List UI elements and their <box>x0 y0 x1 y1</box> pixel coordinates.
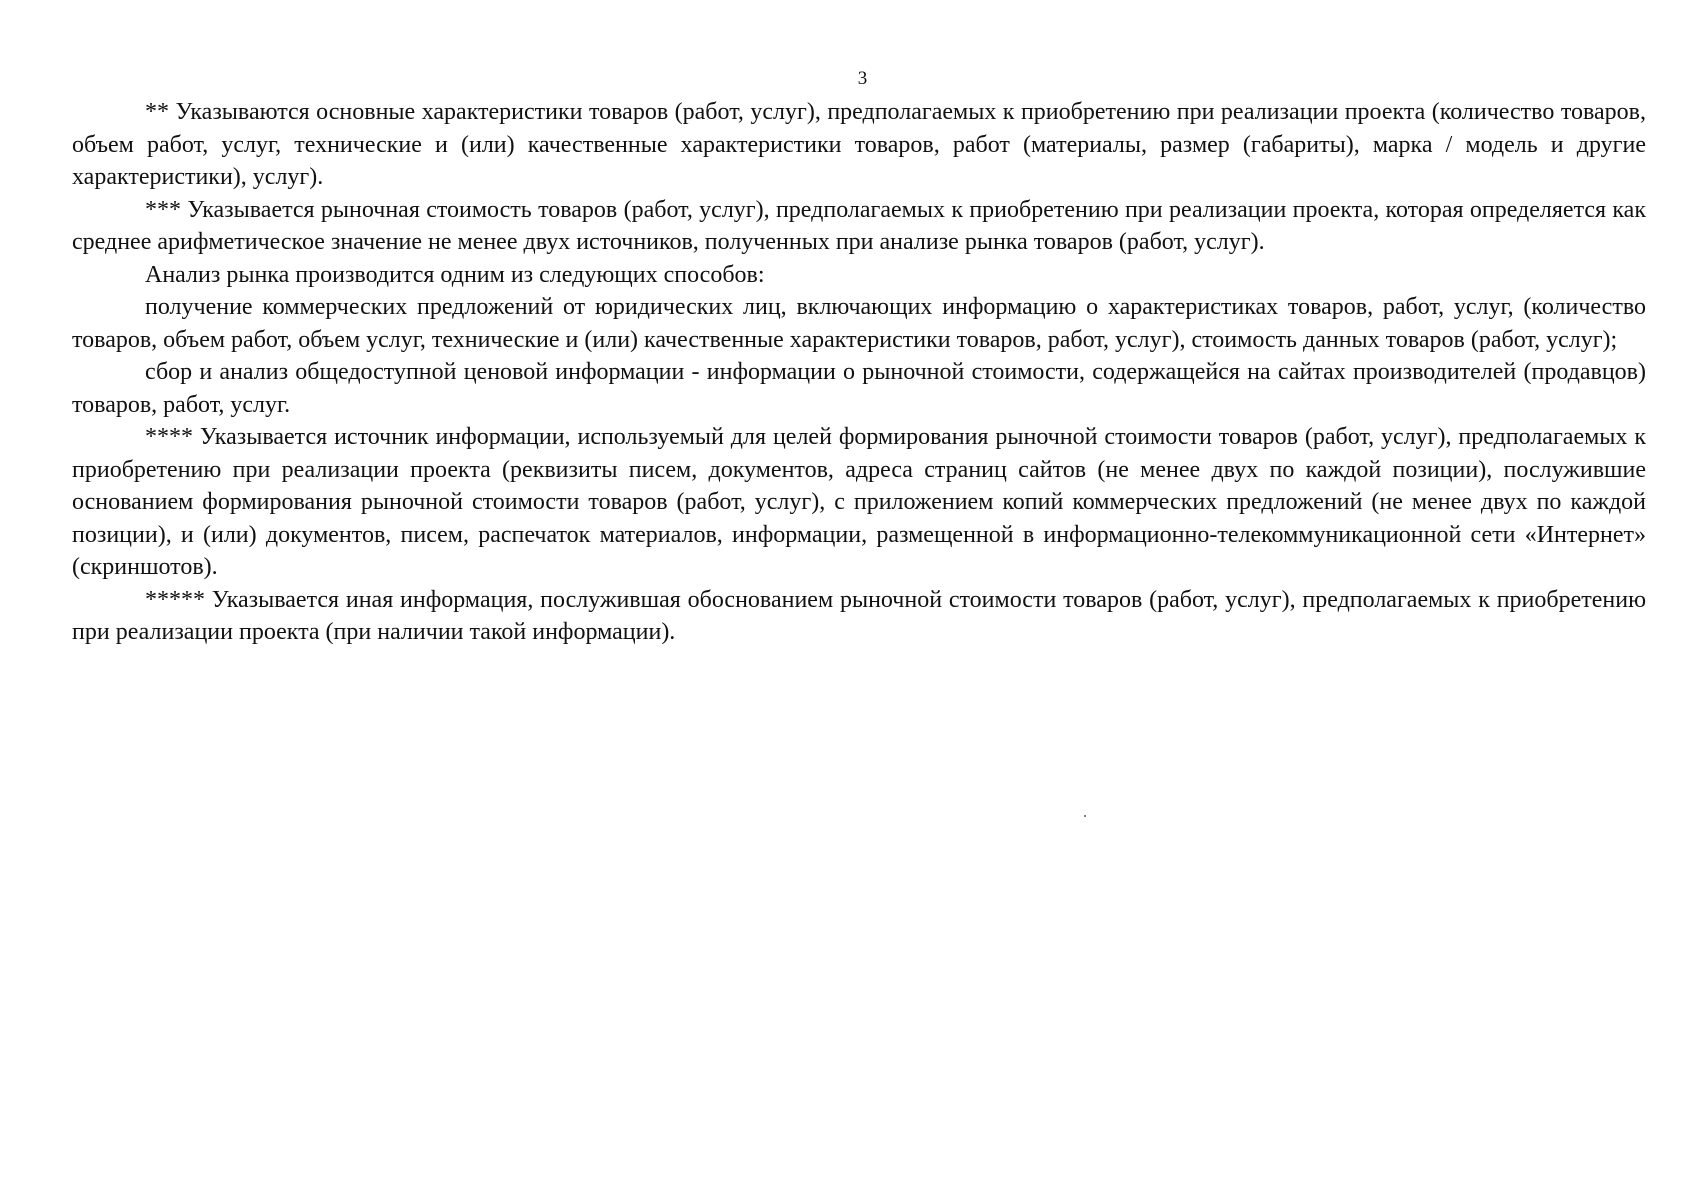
document-body <box>72 96 1646 649</box>
footnote-paragraph-information-source: **** Указывается источник информации, используемый для целей формирования рыночной стоимости товаров (работ, услуг), предполагаемых к приобретению при реализации проекта (реквизиты писем, документов, адреса страниц сайтов (не менее двух по каждой позиции), послужившие основанием формирования рыночной стоимости товаров (работ, услуг), с приложением копий коммерческих предложений (не менее двух по каждой позиции), и (или) документов, писем, распечаток материалов, информации, размещенной в информационно-телекоммуникационной сети «Интернет» (скриншотов). <box>72 424 1646 580</box>
paragraph-commercial-offers: получение коммерческих предложений от юридических лиц, включающих информацию о характеристиках товаров, работ, услуг, (количество товаров, объем работ, объем услуг, технические и (или) качественные характеристики товаров, работ, услуг), стоимость данных товаров (работ, услуг); <box>72 294 1646 353</box>
paragraph-public-price-info: сбор и анализ общедоступной ценовой информации - информации о рыночной стоимости, содержащейся на сайтах производителей (продавцов) товаров, работ, услуг. <box>72 359 1646 418</box>
paragraph-market-analysis-methods: Анализ рынка производится одним из следующих способов: <box>145 261 765 288</box>
page-number: 3 <box>857 68 868 89</box>
scan-speck <box>1084 815 1086 817</box>
footnote-paragraph-characteristics: ** Указываются основные характеристики товаров (работ, услуг), предполагаемых к приобретению при реализации проекта (количество товаров, объем работ, услуг, технические и (или) качественные характеристики товаров, работ (материалы, размер (габариты), марка / модель и другие характеристики), услуг). <box>72 99 1646 190</box>
footnote-paragraph-other-information: ***** Указывается иная информация, послужившая обоснованием рыночной стоимости товаров (работ, услуг), предполагаемых к приобретению при реализации проекта (при наличии такой информации). <box>72 586 1646 645</box>
footnote-paragraph-market-value: *** Указывается рыночная стоимость товаров (работ, услуг), предполагаемых к приобретению при реализации проекта, которая определяется как среднее арифметическое значение не менее двух источников, полученных при анализе рынка товаров (работ, услуг). <box>72 196 1646 255</box>
